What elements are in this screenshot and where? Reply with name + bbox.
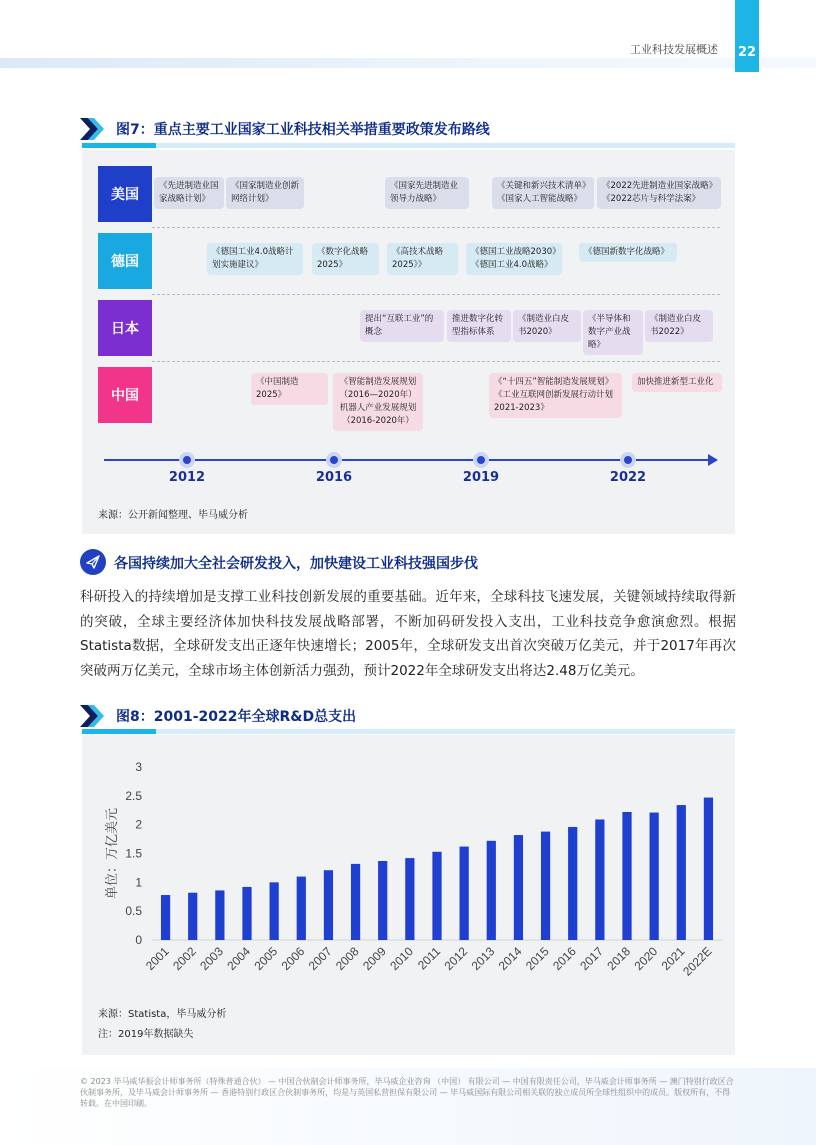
- y-tick-label: 1: [135, 875, 142, 890]
- policy-cn-4: 加快推进新型工业化: [632, 373, 722, 392]
- policy-cn-2: 《智能制造发展规划（2016—2020年）机器人产业发展规划（2016-2020年）: [333, 373, 423, 431]
- x-tick-label: 2005: [251, 944, 281, 974]
- figure8-note: 注：2019年数据缺失: [98, 1029, 194, 1040]
- bar: [297, 877, 306, 940]
- paper-plane-icon: [80, 549, 106, 575]
- y-tick-label: 0.5: [125, 904, 142, 919]
- timeline-year: 2019: [462, 470, 500, 485]
- figure8-source: 来源：Statista，毕马威分析: [98, 1009, 227, 1020]
- figure8-heading: [80, 705, 356, 727]
- x-tick-label: 2007: [305, 944, 335, 974]
- timeline-year: 2022: [609, 470, 647, 485]
- page-number: 22: [735, 0, 759, 72]
- timeline-dot: [620, 452, 636, 468]
- timeline-dot: [326, 452, 342, 468]
- bar: [595, 819, 604, 940]
- row-divider: [152, 361, 720, 362]
- x-tick-label: 2020: [631, 944, 661, 974]
- x-tick-label: 2009: [360, 944, 389, 974]
- x-tick-label: 2012: [441, 944, 471, 974]
- policy-jp-2: 推进数字化转型指标体系: [447, 310, 511, 342]
- figure7-title-bar: [82, 143, 735, 148]
- row-divider: [152, 294, 720, 295]
- bar: [378, 861, 387, 940]
- x-tick-label: 2022E: [680, 944, 715, 979]
- policy-jp-3: 《制造业白皮书2020》: [513, 310, 581, 342]
- country-label-cn: 中国: [98, 367, 152, 423]
- body-paragraph: 科研投入的持续增加是支撑工业科技创新发展的重要基础。近年来，全球科技飞速发展，关键领域持续取得新的突破，全球主要经济体加快科技发展战略部署，不断加码研发投入支出，工业科技竞争愈演愈烈。根据Statista数据，全球研发支出正逐年快速增长；2005年，全球研发支出首次突破万亿美元，并于2017年再次突破两万亿美元，全球市场主体创新活力强劲，预计2022年全球研发支出将达2.48万亿美元。: [80, 589, 736, 679]
- policy-us-3: 《国家先进制造业领导力战略》: [385, 177, 469, 209]
- timeline-dot: [473, 452, 489, 468]
- bar: [161, 895, 170, 940]
- row-divider: [152, 227, 720, 228]
- x-tick-label: 2003: [197, 944, 226, 974]
- x-tick-label: 2011: [414, 944, 444, 973]
- policy-us-1: 《先进制造业国家战略计划》: [154, 177, 224, 209]
- figure7-source: 来源：公开新闻整理、毕马威分析: [98, 510, 248, 521]
- bar: [677, 805, 686, 940]
- timeline-year: 2012: [168, 470, 206, 485]
- timeline-dot: [179, 452, 195, 468]
- bar: [405, 858, 414, 940]
- bar: [188, 893, 197, 940]
- bar: [650, 813, 659, 940]
- x-tick-label: 2006: [278, 944, 308, 974]
- policy-jp-4: 《半导体和数字产业战略》: [583, 310, 643, 355]
- y-tick-label: 0: [135, 933, 142, 947]
- x-tick-label: 2002: [170, 944, 199, 974]
- policy-us-4: 《关键和新兴技术清单》《国家人工智能战略》: [492, 177, 594, 209]
- bar: [351, 864, 360, 940]
- country-label-jp: 日本: [98, 300, 152, 356]
- bar: [704, 798, 713, 940]
- policy-us-2: 《国家制造业创新网络计划》: [226, 177, 304, 209]
- x-tick-label: 2010: [387, 944, 416, 974]
- policy-de-4: 《德国工业战略2030》《德国工业4.0战略》: [466, 243, 562, 275]
- x-tick-label: 2008: [332, 944, 362, 974]
- x-tick-label: 2001: [142, 944, 172, 974]
- x-tick-label: 2015: [522, 944, 552, 974]
- y-tick-label: 1.5: [125, 846, 142, 861]
- figure7-heading: [80, 118, 490, 140]
- country-label-us: 美国: [98, 166, 152, 222]
- figure8-title-bar: [82, 729, 735, 734]
- section-title: 各国持续加大全社会研发投入，加快建设工业科技强国步伐: [114, 556, 478, 572]
- y-axis-label: 单位：万亿美元: [105, 807, 120, 900]
- policy-cn-3: 《“十四五”智能制造发展规划》《工业互联网创新发展行动计划2021-2023》: [489, 373, 622, 418]
- bar: [242, 887, 251, 940]
- bar: [514, 835, 523, 940]
- figure7-title: 图7：重点主要工业国家工业科技相关举措重要政策发布路线: [116, 122, 490, 138]
- policy-us-5: 《2022先进制造业国家战略》《2022芯片与科学法案》: [597, 177, 721, 209]
- bar: [487, 841, 496, 940]
- running-header: 工业科技发展概述: [630, 43, 718, 56]
- country-label-de: 德国: [98, 233, 152, 289]
- figure8-title: 图8：2001-2022年全球R&D总支出: [116, 709, 357, 725]
- x-tick-label: 2013: [468, 944, 498, 974]
- bar: [270, 882, 279, 940]
- timeline-year: 2016: [315, 470, 353, 485]
- x-tick-label: 2014: [495, 944, 525, 974]
- bar: [215, 890, 224, 940]
- policy-jp-1: 提出“互联工业”的概念: [360, 310, 444, 342]
- policy-de-2: 《数字化战略2025》: [312, 243, 379, 275]
- x-tick-label: 2017: [577, 944, 606, 974]
- chevron-right-icon: [80, 118, 106, 140]
- policy-de-3: 《高技术战略2025》》: [387, 243, 458, 275]
- x-tick-label: 2018: [604, 944, 634, 974]
- policy-de-1: 《德国工业4.0战略计划实施建议》: [207, 243, 303, 275]
- y-tick-label: 2: [135, 817, 142, 832]
- x-tick-label: 2016: [550, 944, 579, 974]
- bar: [622, 812, 631, 940]
- y-tick-label: 3: [135, 760, 142, 774]
- bar: [324, 870, 333, 940]
- policy-jp-5: 《制造业白皮书2022》: [645, 310, 713, 342]
- y-tick-label: 2.5: [125, 788, 142, 803]
- bar: [568, 827, 577, 940]
- policy-de-5: 《德国新数字化战略》: [579, 243, 677, 262]
- header-band: [0, 58, 816, 68]
- bar: [541, 832, 550, 940]
- x-tick-label: 2004: [224, 944, 254, 974]
- timeline-arrow: [708, 454, 718, 466]
- footer-legal-text: © 2023 毕马威华振会计师事务所（特殊普通合伙） — 中国合伙制会计师事务所，毕马威企业咨询 （中国） 有限公司 — 中国有限责任公司，毕马威会计师事务所 — 澳门特别行政区合伙制事务所，及毕马威会计师事务所 — 香港特别行政区合伙制事务所，均是与英国私营担保有限公司 — 毕马威国际有限公司相关联的独立成员所全球性组织中的成员。版权所有，不得转载。在中国印刷。: [80, 1077, 734, 1108]
- x-tick-label: 2021: [658, 944, 688, 974]
- rd-bar-chart: [82, 735, 735, 1000]
- policy-cn-1: 《中国制造2025》: [251, 373, 328, 405]
- chevron-right-icon: [80, 705, 106, 727]
- bar: [432, 852, 441, 940]
- bar: [460, 847, 469, 940]
